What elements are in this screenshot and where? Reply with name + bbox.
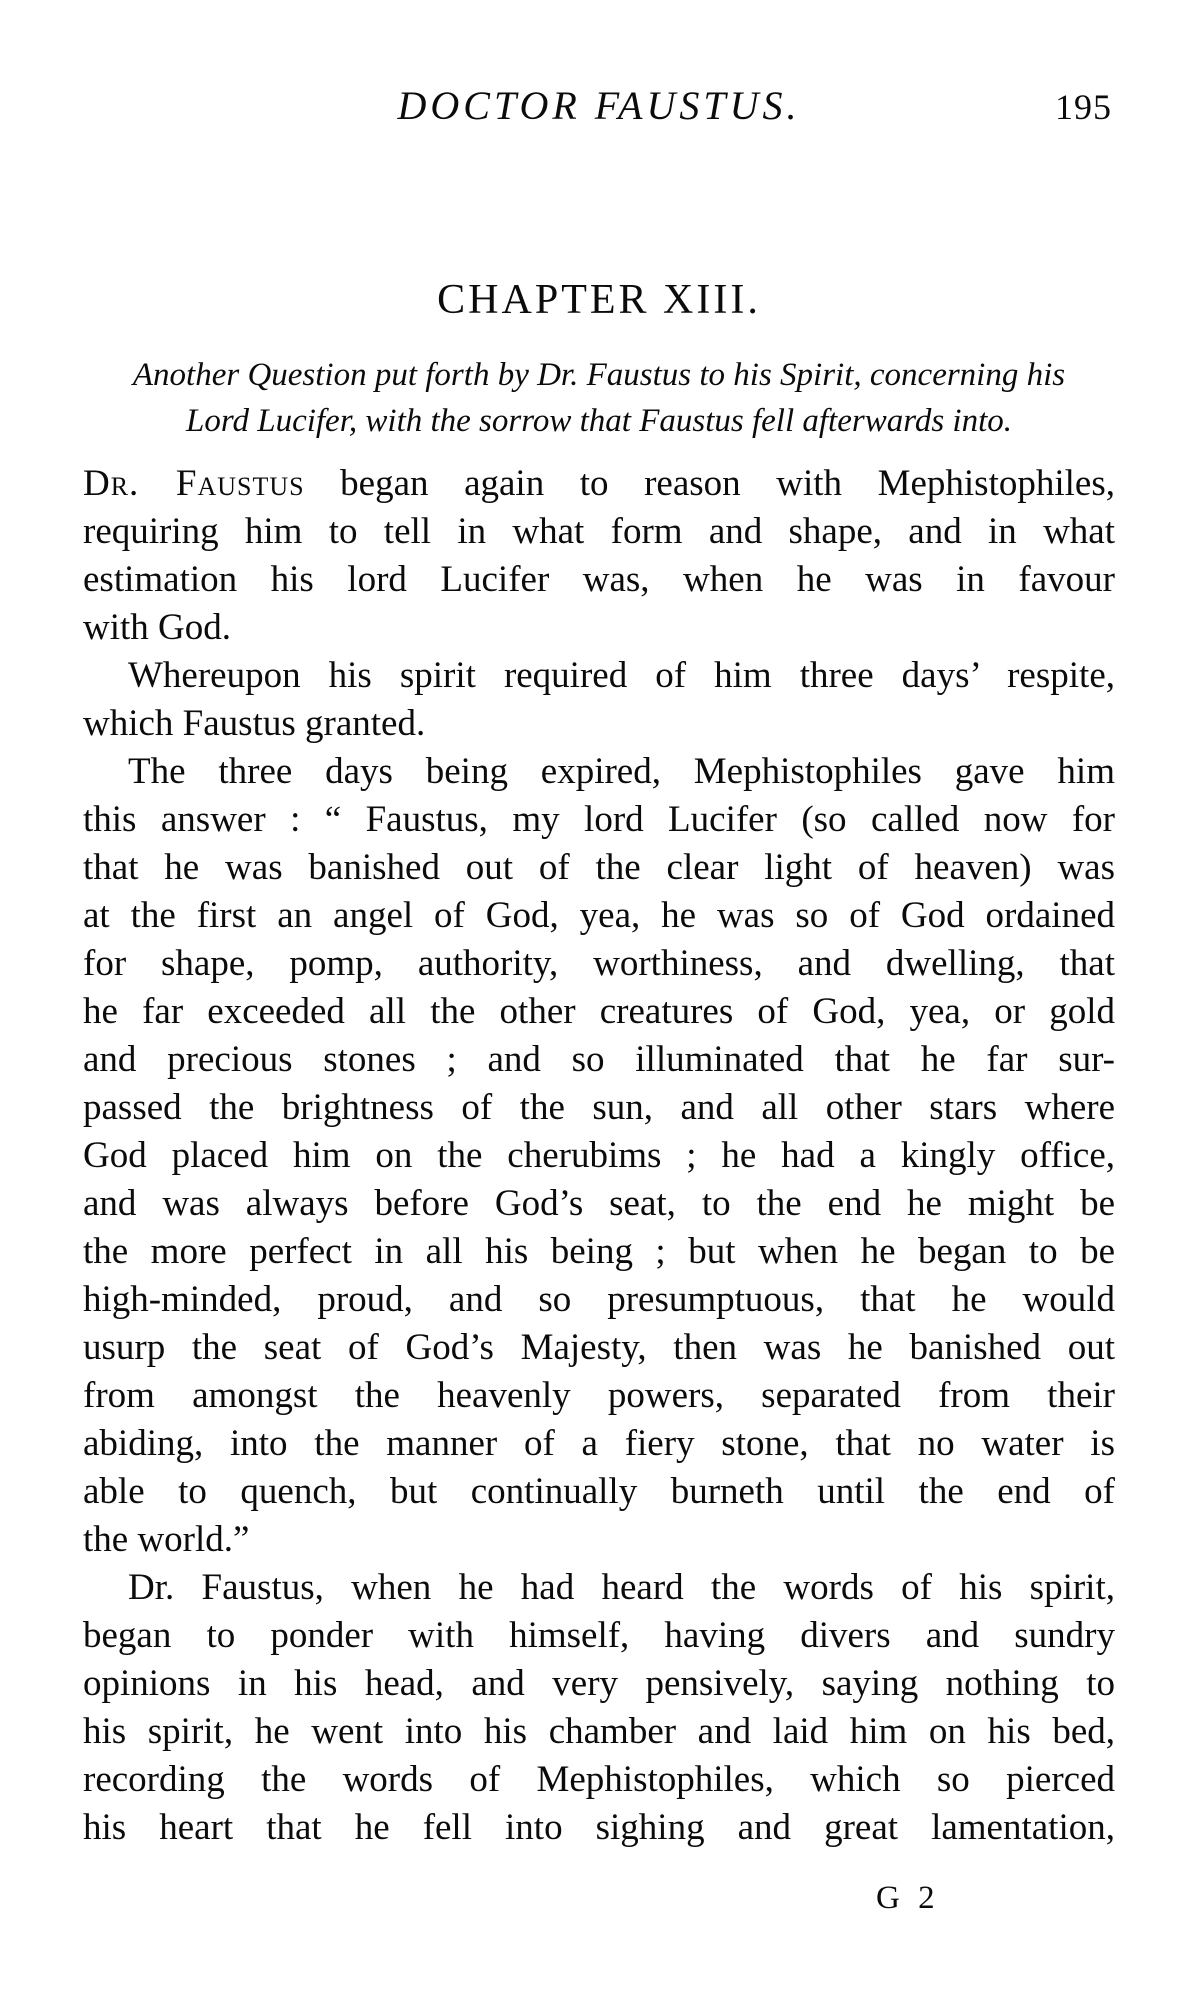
text-line: Dr. Faustus began again to reason with Mephistophiles,: [83, 463, 1115, 504]
text-line: for shape, pomp, authority, worthiness, and dwelling, that: [83, 943, 1115, 984]
text-line: he far exceeded all the other creatures of God, yea, or gold: [83, 991, 1115, 1032]
text-line: began to ponder with himself, having divers and sundry: [83, 1615, 1115, 1656]
signature-mark: G 2: [876, 1880, 940, 1916]
running-header: [0, 82, 1198, 134]
text-line: usurp the seat of God’s Majesty, then was he banished out: [83, 1327, 1115, 1368]
text-line: requiring him to tell in what form and shape, and in what: [83, 511, 1115, 552]
text-line: passed the brightness of the sun, and all other stars where: [83, 1087, 1115, 1128]
text-line: Dr. Faustus, when he had heard the words of his spirit,: [128, 1567, 1115, 1608]
text-line: with God.: [83, 607, 231, 648]
text-line: that he was banished out of the clear light of heaven) was: [83, 847, 1115, 888]
text-line: abiding, into the manner of a fiery stone, that no water is: [83, 1423, 1115, 1464]
smallcaps-lead: Dr. Faustus: [83, 463, 305, 504]
text-line: the more perfect in all his being ; but when he began to be: [83, 1231, 1115, 1272]
body-text: [83, 460, 1115, 1852]
text-line: his heart that he fell into sighing and great lamentation,: [83, 1807, 1115, 1848]
text-line: and precious stones ; and so illuminated that he far sur-: [83, 1039, 1115, 1080]
text-line: at the first an angel of God, yea, he was so of God ordained: [83, 895, 1115, 936]
text-line: from amongst the heavenly powers, separated from their: [83, 1375, 1115, 1416]
text-line: the world.”: [83, 1519, 250, 1560]
text-line: and was always before God’s seat, to the end he might be: [83, 1183, 1115, 1224]
chapter-heading: CHAPTER XIII.: [437, 277, 761, 323]
text-line: God placed him on the cherubims ; he had a kingly office,: [83, 1135, 1115, 1176]
text-line: able to quench, but continually burneth until the end of: [83, 1471, 1115, 1512]
subtitle-line: Another Question put forth by Dr. Faustus to his Spirit, concerning his: [132, 357, 1066, 393]
page-number: 195: [1055, 87, 1112, 127]
text-line: recording the words of Mephistophiles, which so pierced: [83, 1759, 1115, 1800]
text-line: his spirit, he went into his chamber and laid him on his bed,: [83, 1711, 1115, 1752]
text-line: Whereupon his spirit required of him three days’ respite,: [128, 655, 1115, 696]
chapter-subtitle: [70, 352, 1128, 444]
text-line: this answer : “ Faustus, my lord Lucifer (so called now for: [83, 799, 1115, 840]
subtitle-line: Lord Lucifer, with the sorrow that Faustus fell afterwards into.: [186, 403, 1012, 439]
text-line: estimation his lord Lucifer was, when he was in favour: [83, 559, 1115, 600]
running-header-title: DOCTOR FAUSTUS.: [397, 83, 801, 128]
text-line: opinions in his head, and very pensively, saying nothing to: [83, 1663, 1115, 1704]
text-line: The three days being expired, Mephistophiles gave him: [128, 751, 1115, 792]
text-line: which Faustus granted.: [83, 703, 426, 744]
text-line: high-minded, proud, and so presumptuous, that he would: [83, 1279, 1115, 1320]
